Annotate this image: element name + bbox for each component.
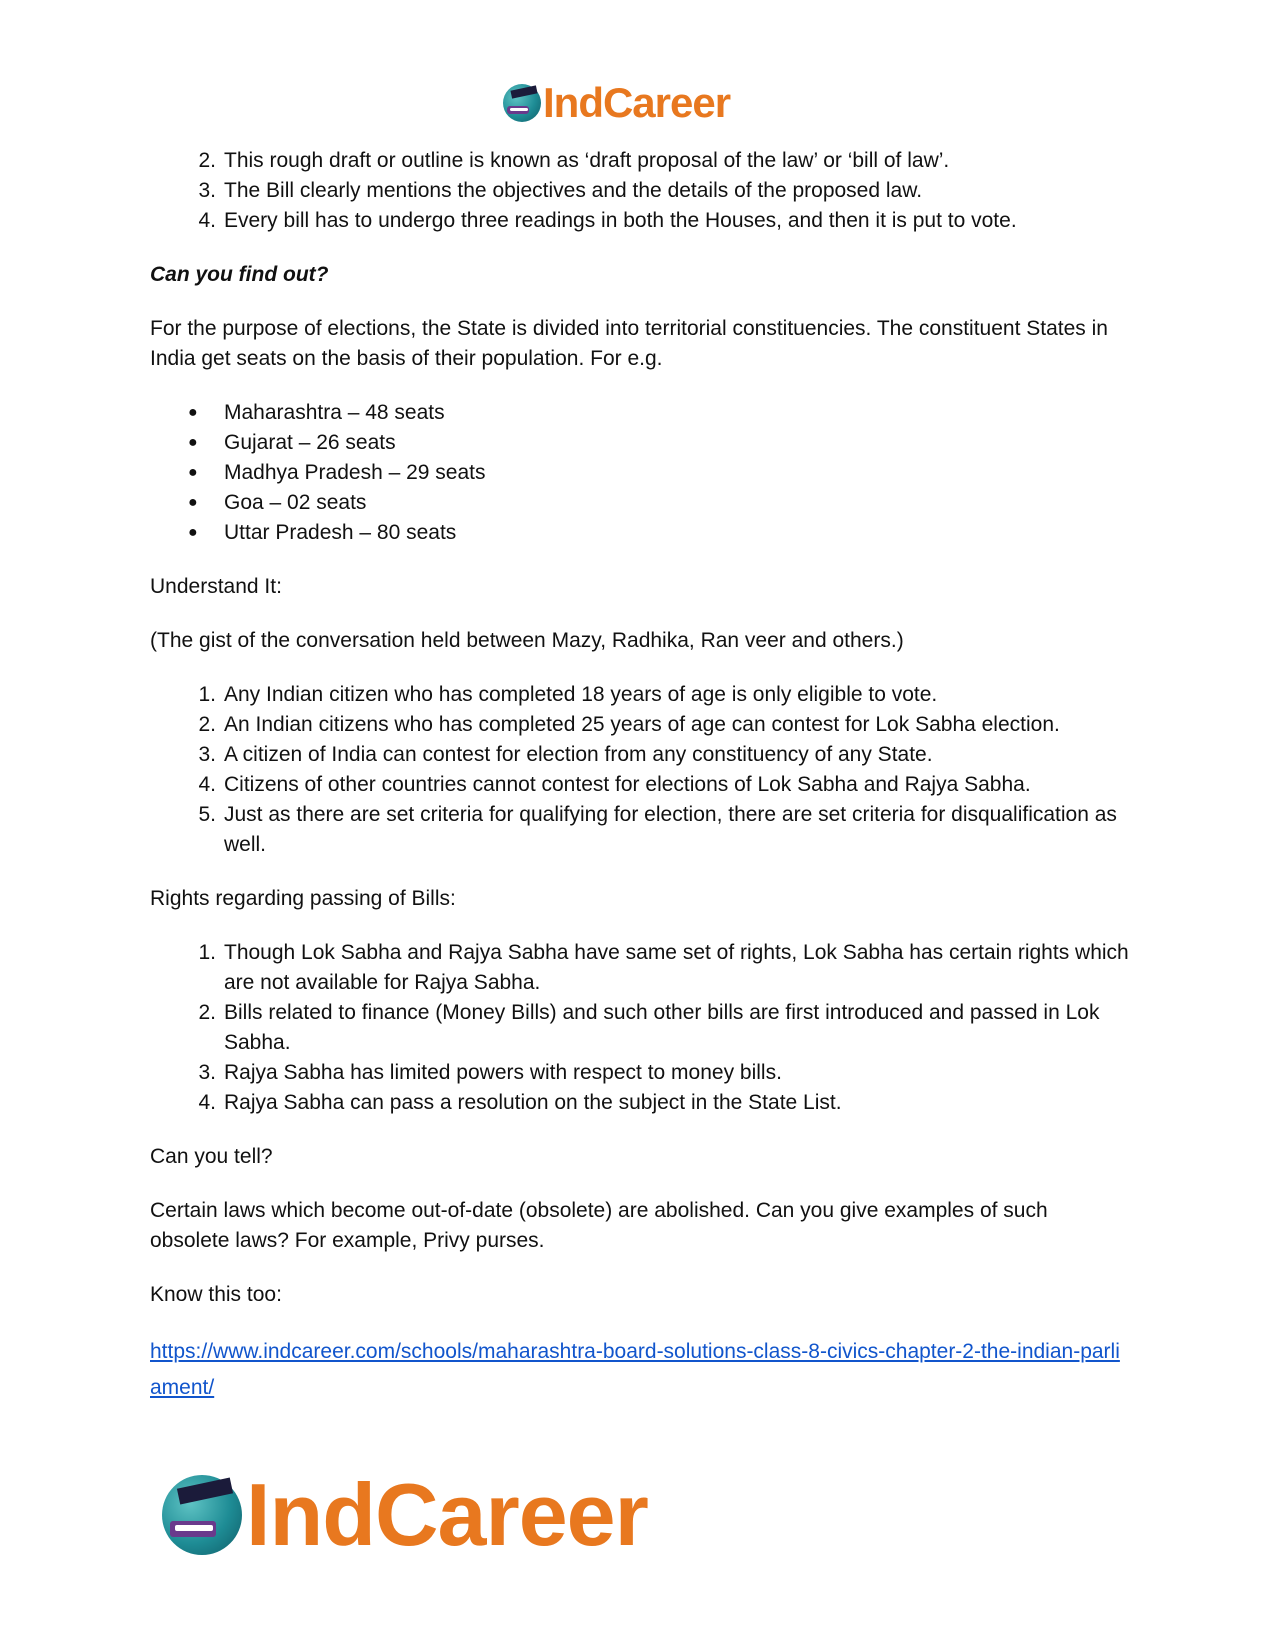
list-item: ● Goa – 02 seats: [150, 488, 1130, 518]
constituencies-paragraph: For the purpose of elections, the State is divided into territorial constituencies. The constituent States in India get seats on the basis of their population. For e.g.: [150, 317, 1108, 370]
obsolete-laws-paragraph: Certain laws which become out-of-date (obsolete) are abolished. Can you give examples of such obsolete laws? For example, Privy purses.: [150, 1199, 1048, 1252]
bill-steps-list: [150, 146, 1130, 236]
bullet-icon: ●: [188, 434, 198, 451]
heading-can-you-find-out: Can you find out?: [150, 263, 329, 286]
graduation-globe-icon: [503, 84, 541, 122]
list-item: 1. Though Lok Sabha and Rajya Sabha have same set of rights, Lok Sabha has certain rights which are not available for Rajya Sabha.: [198, 941, 1129, 994]
heading-know-this-too: Know this too:: [150, 1283, 282, 1306]
indcareer-link[interactable]: https://www.indcareer.com/schools/maharashtra-board-solutions-class-8-civics-chapter-2-the-indian-parliament/: [150, 1340, 1120, 1399]
list-item: 3. The Bill clearly mentions the objectives and the details of the proposed law.: [198, 179, 923, 202]
list-item: ● Madhya Pradesh – 29 seats: [150, 458, 1130, 488]
bullet-icon: ●: [188, 464, 198, 481]
heading-can-you-tell: Can you tell?: [150, 1145, 273, 1168]
list-item: 2. An Indian citizens who has completed 25 years of age can contest for Lok Sabha election.: [198, 713, 1060, 736]
bullet-icon: ●: [188, 524, 198, 541]
list-item: ● Gujarat – 26 seats: [150, 428, 1130, 458]
rights-list: [150, 938, 1130, 1118]
list-item: 2. Bills related to finance (Money Bills) and such other bills are first introduced and passed in Lok Sabha.: [198, 1001, 1100, 1054]
seats-list: [150, 398, 1130, 548]
logo-wordmark: IndCareer: [246, 1465, 648, 1564]
header-logo: [503, 80, 730, 126]
list-item: 3. Rajya Sabha has limited powers with respect to money bills.: [198, 1061, 782, 1084]
list-item: 1. Any Indian citizen who has completed 18 years of age is only eligible to vote.: [198, 683, 938, 706]
logo-wordmark: IndCareer: [543, 79, 731, 126]
list-item: 5. Just as there are set criteria for qualifying for election, there are set criteria for disqualification as well.: [198, 803, 1117, 856]
list-item: ● Maharashtra – 48 seats: [150, 398, 1130, 428]
footer-logo: [162, 1465, 648, 1564]
list-item: ● Uttar Pradesh – 80 seats: [150, 518, 1130, 548]
bullet-icon: ●: [188, 404, 198, 421]
heading-understand-it: Understand It:: [150, 575, 282, 598]
heading-rights: Rights regarding passing of Bills:: [150, 887, 456, 910]
list-item: 4. Every bill has to undergo three readings in both the Houses, and then it is put to vote.: [198, 209, 1017, 232]
eligibility-list: [150, 680, 1130, 860]
gist-paragraph: (The gist of the conversation held between Mazy, Radhika, Ran veer and others.): [150, 629, 904, 652]
list-item: 4. Rajya Sabha can pass a resolution on the subject in the State List.: [198, 1091, 842, 1114]
list-item: 3. A citizen of India can contest for election from any constituency of any State.: [198, 743, 933, 766]
graduation-globe-icon: [162, 1475, 242, 1555]
list-item: 2. This rough draft or outline is known as ‘draft proposal of the law’ or ‘bill of law’.: [198, 149, 950, 172]
document-body: [150, 146, 1130, 1406]
bullet-icon: ●: [188, 494, 198, 511]
list-item: 4. Citizens of other countries cannot contest for elections of Lok Sabha and Rajya Sabha.: [198, 773, 1031, 796]
